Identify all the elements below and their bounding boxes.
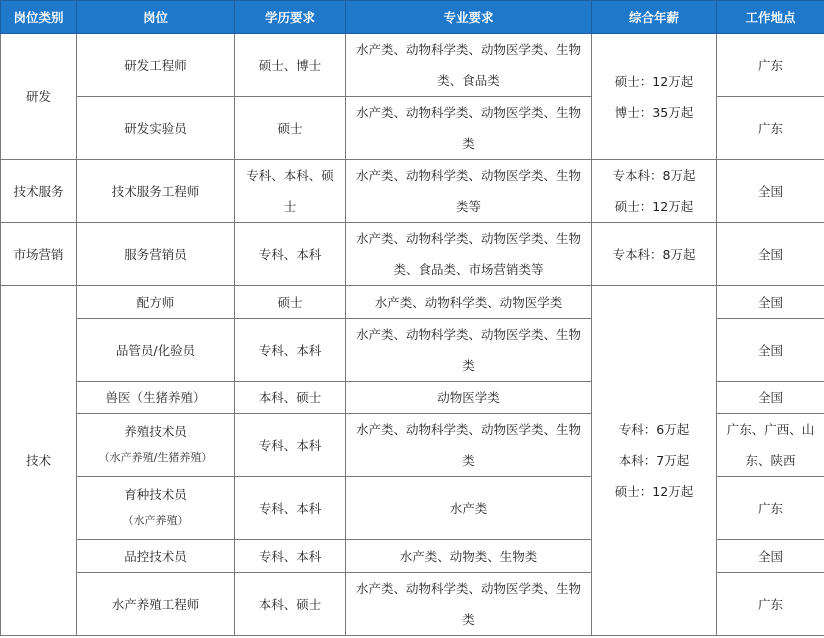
major-cell: 水产类、动物科学类、动物医学类、生物类 bbox=[346, 414, 592, 477]
category-cell: 市场营销 bbox=[1, 223, 77, 286]
location-cell: 广东、广西、山东、陕西 bbox=[717, 414, 824, 477]
location-cell: 广东 bbox=[717, 97, 824, 160]
location-cell: 全国 bbox=[717, 160, 824, 223]
education-cell: 专科、本科 bbox=[235, 223, 346, 286]
header-location: 工作地点 bbox=[717, 1, 824, 34]
position-cell: 品管员/化验员 bbox=[77, 319, 235, 382]
education-cell: 专科、本科 bbox=[235, 319, 346, 382]
major-cell: 水产类、动物科学类、动物医学类、生物类 bbox=[346, 573, 592, 636]
table-row bbox=[1, 223, 824, 286]
education-cell: 专科、本科 bbox=[235, 540, 346, 573]
salary-cell bbox=[592, 223, 717, 286]
header-major: 专业要求 bbox=[346, 1, 592, 34]
salary-line: 博士：35万起 bbox=[614, 104, 694, 120]
salary-line: 专本科：8万起 bbox=[612, 246, 696, 262]
education-cell: 专科、本科、硕士 bbox=[235, 160, 346, 223]
table-row bbox=[1, 34, 824, 97]
location-cell: 全国 bbox=[717, 540, 824, 573]
position-cell: 服务营销员 bbox=[77, 223, 235, 286]
salary-line: 专本科：8万起 bbox=[612, 168, 696, 183]
major-cell: 水产类 bbox=[346, 477, 592, 540]
education-cell: 专科、本科 bbox=[235, 477, 346, 540]
position-note: （水产养殖） bbox=[122, 514, 189, 527]
major-cell: 水产类、动物科学类、动物医学类 bbox=[346, 286, 592, 319]
position-cell: 研发工程师 bbox=[77, 34, 235, 97]
location-cell: 广东 bbox=[717, 477, 824, 540]
salary-cell bbox=[592, 160, 717, 223]
header-salary: 综合年薪 bbox=[592, 1, 717, 34]
salary-line: 硕士：12万起 bbox=[614, 73, 694, 89]
education-cell: 硕士 bbox=[235, 286, 346, 319]
location-cell: 广东 bbox=[717, 34, 824, 97]
position-cell bbox=[77, 477, 235, 540]
education-cell: 硕士 bbox=[235, 97, 346, 160]
major-cell: 水产类、动物科学类、动物医学类、生物类、食品类、市场营销类等 bbox=[346, 223, 592, 286]
position-cell: 技术服务工程师 bbox=[77, 160, 235, 223]
category-cell: 技术服务 bbox=[1, 160, 77, 223]
position-cell bbox=[77, 414, 235, 477]
major-cell: 水产类、动物类、生物类 bbox=[346, 540, 592, 573]
position-cell: 研发实验员 bbox=[77, 97, 235, 160]
category-cell: 研发 bbox=[1, 34, 77, 160]
position-title: 育种技术员 bbox=[124, 487, 187, 502]
major-cell: 动物医学类 bbox=[346, 382, 592, 414]
salary-cell bbox=[592, 286, 717, 636]
location-cell: 全国 bbox=[717, 382, 824, 414]
position-cell: 配方师 bbox=[77, 286, 235, 319]
major-cell: 水产类、动物科学类、动物医学类、生物类 bbox=[346, 319, 592, 382]
location-cell: 全国 bbox=[717, 286, 824, 319]
category-cell: 技术 bbox=[1, 286, 77, 636]
header-category: 岗位类别 bbox=[1, 1, 77, 34]
salary-line: 硕士：12万起 bbox=[614, 199, 694, 214]
major-cell: 水产类、动物科学类、动物医学类、生物类等 bbox=[346, 160, 592, 223]
major-cell: 水产类、动物科学类、动物医学类、生物类 bbox=[346, 97, 592, 160]
salary-line: 专科：6万起 bbox=[618, 422, 690, 437]
position-cell: 品控技术员 bbox=[77, 540, 235, 573]
location-cell: 广东 bbox=[717, 573, 824, 636]
education-cell: 本科、硕士 bbox=[235, 573, 346, 636]
location-cell: 全国 bbox=[717, 319, 824, 382]
salary-line: 硕士：12万起 bbox=[614, 484, 694, 499]
education-cell: 专科、本科 bbox=[235, 414, 346, 477]
table-header-row bbox=[1, 1, 824, 34]
table-row bbox=[1, 160, 824, 223]
position-cell: 兽医（生猪养殖） bbox=[77, 382, 235, 414]
position-cell: 水产养殖工程师 bbox=[77, 573, 235, 636]
salary-line: 本科：7万起 bbox=[618, 453, 690, 468]
position-note: （水产养殖/生猪养殖） bbox=[98, 451, 213, 464]
position-title: 养殖技术员 bbox=[124, 424, 187, 439]
location-cell: 全国 bbox=[717, 223, 824, 286]
salary-cell bbox=[592, 34, 717, 160]
header-education: 学历要求 bbox=[235, 1, 346, 34]
education-cell: 本科、硕士 bbox=[235, 382, 346, 414]
education-cell: 硕士、博士 bbox=[235, 34, 346, 97]
header-position: 岗位 bbox=[77, 1, 235, 34]
table-row bbox=[1, 286, 824, 319]
major-cell: 水产类、动物科学类、动物医学类、生物类、食品类 bbox=[346, 34, 592, 97]
